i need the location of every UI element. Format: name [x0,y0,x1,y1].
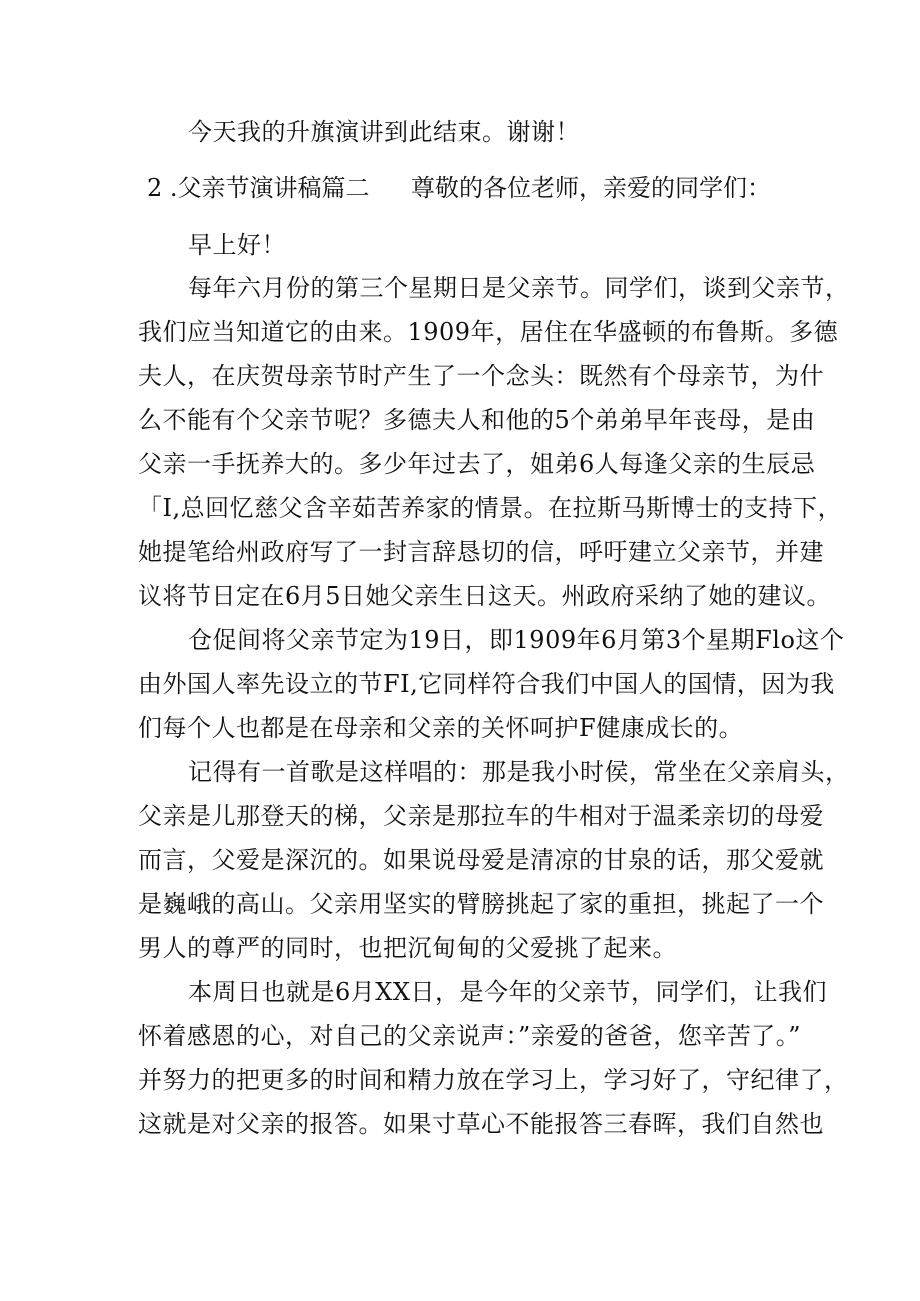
paragraph-4-line-3: 并努力的把更多的时间和精力放在学习上，学习好了，守纪律了， [138,1066,849,1094]
paragraph-1-line-7: 她提笔给州政府写了一封言辞恳切的信，呼吁建立父亲节，并建 [138,538,824,566]
paragraph-2-line-3: 们每个人也都是在母亲和父亲的关怀呵护F健康成长的。 [138,714,744,742]
paragraph-1-line-4: 么不能有个父亲节呢？多德夫人和他的5个弟弟早年丧母，是由 [138,406,816,434]
paragraph-1-line-5: 父亲一手抚养大的。多少年过去了，姐弟6人每逢父亲的生辰忌 [138,450,816,478]
paragraph-3-line-3: 而言，父爱是深沉的。如果说母爱是清凉的甘泉的话，那父爱就 [138,846,824,874]
paragraph-4-line-2: 怀着感恩的心，对自己的父亲说声：”亲爱的爸爸，您辛苦了。” [138,1022,802,1050]
paragraph-3-line-4: 是巍峨的高山。父亲用坚实的臂膀挑起了家的重担，挑起了一个 [138,890,824,918]
section-heading-row [147,168,771,208]
paragraph-1-line-6: 「I,总回忆慈父含辛茹苦养家的情景。在拉斯马斯博士的支持下， [138,494,843,522]
paragraph-4-line-4: 这就是对父亲的报答。如果寸草心不能报答三春晖，我们自然也 [138,1110,824,1138]
paragraph-1-line-1: 每年六月份的第三个星期日是父亲节。同学们，谈到父亲节， [188,274,850,302]
paragraph-1-line-2: 我们应当知道它的由来。1909年，居住在华盛顿的布鲁斯。多德 [138,318,839,346]
salutation: 尊敬的各位老师，亲爱的同学们： [411,174,771,202]
paragraph-1-line-3: 夫人，在庆贺母亲节时产生了一个念头：既然有个母亲节，为什 [138,362,824,390]
paragraph-3-line-5: 男人的尊严的同时，也把沉甸甸的父爱挑了起来。 [138,934,677,962]
closing-line: 今天我的升旗演讲到此结束。谢谢！ [188,118,580,146]
paragraph-4-line-1: 本周日也就是6月XX日，是今年的父亲节，同学们，让我们 [188,978,827,1006]
greeting: 早上好！ [188,231,286,259]
paragraph-1-line-8: 议将节日定在6月5日她父亲生日这天。州政府采纳了她的建议。 [138,582,832,610]
paragraph-2-line-2: 由外国人率先设立的节FI,它同样符合我们中国人的国情，因为我 [138,670,835,698]
paragraph-3-line-2: 父亲是儿那登天的梯，父亲是那拉车的牛相对于温柔亲切的母爱 [138,802,824,830]
section-title: 2 .父亲节演讲稿篇二 [147,174,370,202]
paragraph-3-line-1: 记得有一首歌是这样唱的：那是我小时侯，常坐在父亲肩头， [188,758,850,786]
paragraph-2-line-1: 仓促间将父亲节定为19日，即1909年6月第3个星期Flo这个 [188,626,845,654]
